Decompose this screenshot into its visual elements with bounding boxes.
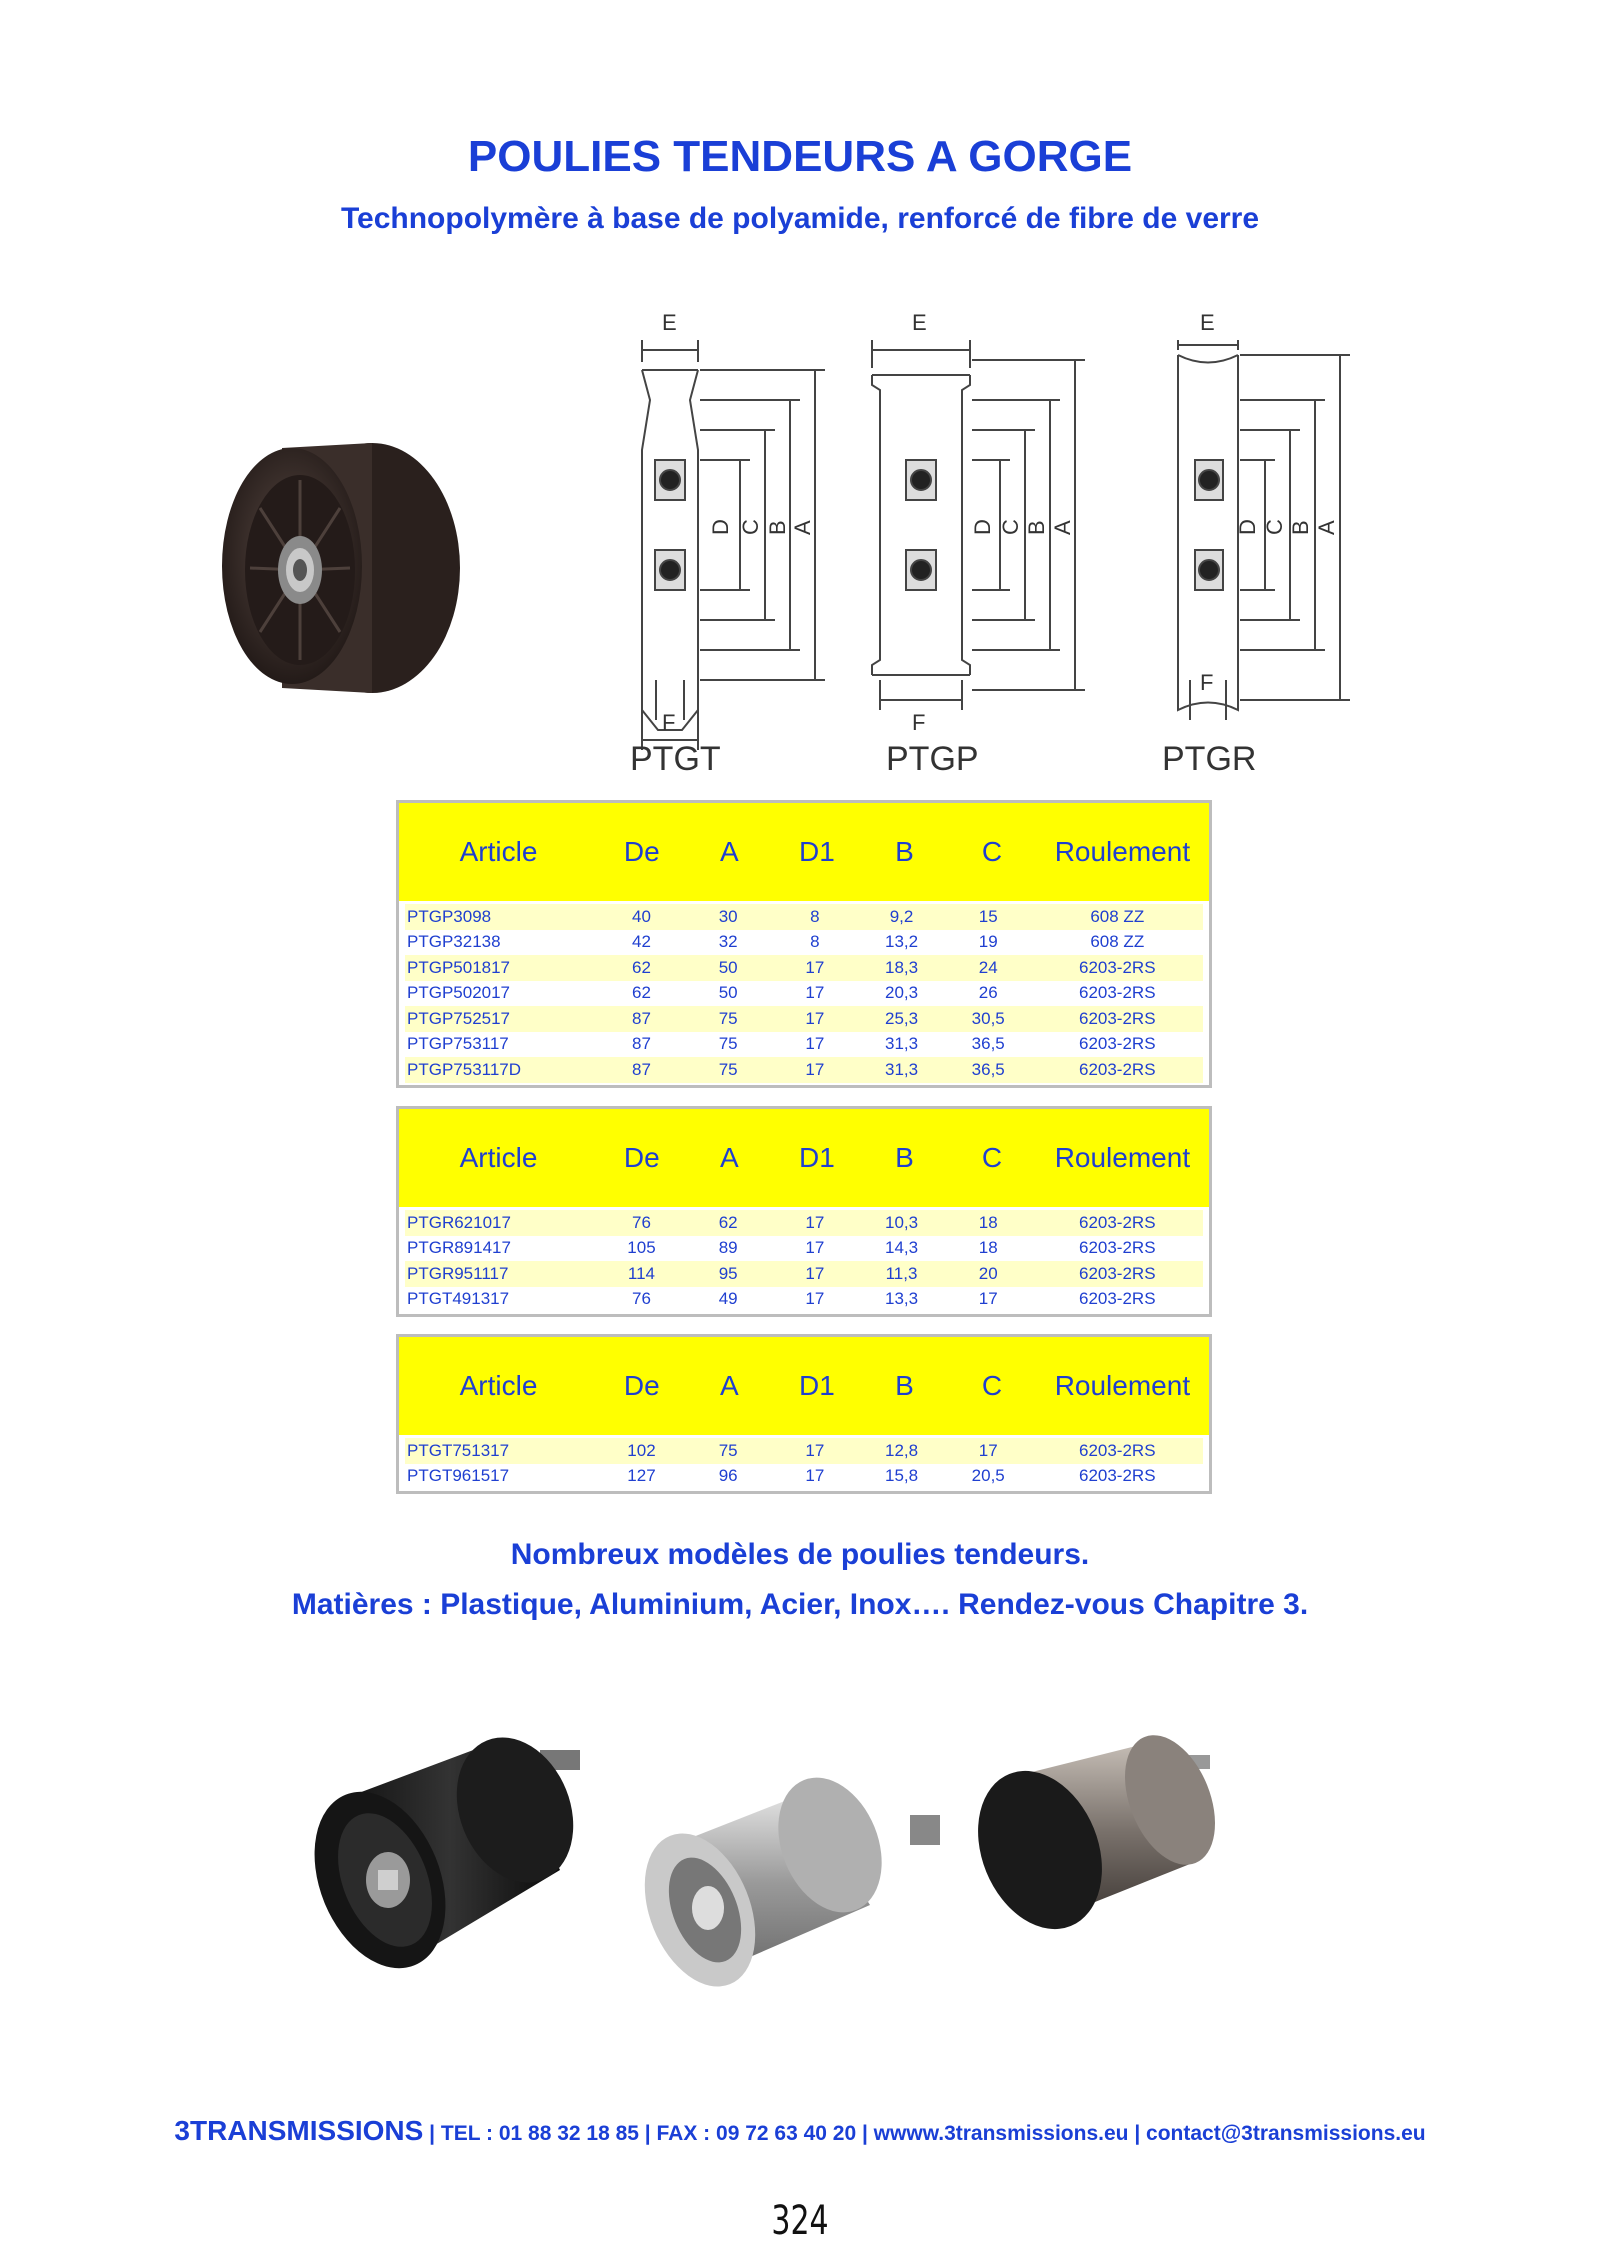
table-cell: 6203-2RS <box>1078 1034 1156 1054</box>
table-cell: 6203-2RS <box>1078 983 1156 1003</box>
table-header-row <box>399 1109 1209 1207</box>
table-cell: 6203-2RS <box>1078 1466 1156 1486</box>
dim-label-e: E <box>1200 310 1215 335</box>
table-cell: 17 <box>805 1212 825 1232</box>
roller-inox <box>956 1722 1233 1948</box>
table-cell: PTGP752517 <box>407 1008 511 1028</box>
table-row <box>405 1057 1203 1083</box>
pulley-technical-diagram <box>610 300 1390 780</box>
spec-table-2 <box>396 1106 1212 1317</box>
table-row <box>405 1438 1203 1464</box>
table-cell: PTGT491317 <box>407 1289 510 1309</box>
table-cell: 102 <box>627 1440 656 1460</box>
table-header-row <box>399 803 1209 901</box>
page-number: 324 <box>771 2198 829 2244</box>
table-cell: 114 <box>627 1263 656 1283</box>
table-body <box>399 1435 1209 1491</box>
table-cell: 6203-2RS <box>1078 1008 1156 1028</box>
dim-label-d: D <box>708 519 733 535</box>
table-cell: 24 <box>978 957 998 977</box>
col-header-roulement: Roulement <box>1054 1370 1191 1401</box>
diagram-label-ptgt: PTGT <box>630 740 721 778</box>
table-cell: 42 <box>632 932 651 952</box>
table-cell: 36,5 <box>971 1059 1005 1079</box>
col-header-c: C <box>981 1370 1003 1401</box>
table-cell: 9,2 <box>889 906 914 926</box>
table-row <box>405 955 1203 981</box>
col-header-d1: D1 <box>799 836 835 867</box>
table-row <box>405 981 1203 1007</box>
table-cell: 26 <box>978 983 998 1003</box>
dim-label-a: A <box>1314 520 1339 535</box>
dim-label-e: E <box>662 310 677 335</box>
table-row <box>405 930 1203 956</box>
table-cell: 25,3 <box>884 1008 919 1028</box>
table-cell: 75 <box>718 1440 738 1460</box>
table-cell: 608 ZZ <box>1090 906 1145 926</box>
dim-label-a: A <box>1050 520 1075 535</box>
spec-table-1 <box>396 800 1212 1088</box>
spec-table-3 <box>396 1334 1212 1494</box>
col-header-d1: D1 <box>799 1142 835 1173</box>
table-cell: 17 <box>805 1263 825 1283</box>
table-row <box>405 1261 1203 1287</box>
roller-plastic <box>300 1720 594 1988</box>
table-cell: 17 <box>978 1440 998 1460</box>
table-cell: PTGP753117D <box>407 1059 522 1079</box>
table-cell: 50 <box>718 983 738 1003</box>
diagram-label-ptgp: PTGP <box>886 740 979 778</box>
table-cell: 95 <box>718 1263 738 1283</box>
dim-label-c: C <box>998 519 1023 535</box>
table-cell: 11,3 <box>885 1263 918 1283</box>
col-header-c: C <box>981 836 1003 867</box>
dim-label-f: F <box>662 710 676 735</box>
table-cell: PTGP502017 <box>407 983 511 1003</box>
footer-contact-info: | TEL : 01 88 32 18 85 | FAX : 09 72 63 40 20 | wwww.3transmissions.eu | contact@3transmissions.eu <box>423 2122 1426 2145</box>
table-cell: 62 <box>632 983 651 1003</box>
dim-label-d: D <box>970 519 995 535</box>
table-cell: 87 <box>632 1008 651 1028</box>
diagram-label-ptgr: PTGR <box>1162 740 1257 778</box>
table-cell: 6203-2RS <box>1078 1238 1156 1258</box>
table-cell: 20 <box>978 1263 998 1283</box>
col-header-c: C <box>981 1142 1003 1173</box>
col-header-roulement: Roulement <box>1054 1142 1191 1173</box>
table-cell: 89 <box>718 1238 738 1258</box>
table-cell: 6203-2RS <box>1078 1440 1156 1460</box>
table-cell: 17 <box>805 1238 825 1258</box>
col-header-b: B <box>895 1142 914 1173</box>
dim-label-b: B <box>1024 520 1049 535</box>
dim-label-e: E <box>912 310 927 335</box>
table-cell: 18 <box>978 1212 998 1232</box>
dim-label-a: A <box>790 520 815 535</box>
table-cell: 6203-2RS <box>1078 1289 1156 1309</box>
table-cell: 127 <box>627 1466 656 1486</box>
table-cell: 76 <box>632 1289 651 1309</box>
table-cell: 17 <box>805 983 825 1003</box>
col-header-de: De <box>623 1142 660 1173</box>
table-cell: 32 <box>718 932 738 952</box>
table-cell: PTGR891417 <box>407 1238 511 1258</box>
table-cell: 17 <box>805 1034 825 1054</box>
dim-label-f: F <box>1200 670 1214 695</box>
table-cell: 17 <box>805 957 825 977</box>
table-cell: 75 <box>718 1008 738 1028</box>
note-line-1: Nombreux modèles de poulies tendeurs. <box>510 1538 1090 1571</box>
table-cell: 96 <box>718 1466 738 1486</box>
table-cell: PTGP32138 <box>407 932 501 952</box>
table-cell: PTGR951117 <box>407 1263 509 1283</box>
table-body <box>399 901 1209 1085</box>
table-cell: 12,8 <box>884 1440 919 1460</box>
table-cell: 36,5 <box>971 1034 1005 1054</box>
table-cell: 19 <box>978 932 998 952</box>
table-cell: 17 <box>805 1008 825 1028</box>
table-cell: 6203-2RS <box>1078 957 1156 977</box>
table-row <box>405 1006 1203 1032</box>
footer <box>0 2115 1600 2147</box>
table-cell: 31,3 <box>884 1059 919 1079</box>
table-cell: 10,3 <box>884 1212 919 1232</box>
table-cell: 6203-2RS <box>1078 1059 1156 1079</box>
table-cell: 17 <box>805 1289 825 1309</box>
table-header-row <box>399 1337 1209 1435</box>
table-cell: 18,3 <box>884 957 919 977</box>
page-subtitle: Technopolymère à base de polyamide, renforcé de fibre de verre <box>340 202 1260 235</box>
table-cell: PTGP3098 <box>407 906 492 926</box>
table-cell: 13,2 <box>884 932 919 952</box>
table-cell: 15,8 <box>884 1466 919 1486</box>
table-cell: 6203-2RS <box>1078 1212 1156 1232</box>
table-row <box>405 1210 1203 1236</box>
col-header-article: Article <box>459 836 538 867</box>
table-cell: 62 <box>718 1212 738 1232</box>
table-row <box>405 1032 1203 1058</box>
table-cell: 75 <box>718 1034 738 1054</box>
table-cell: 50 <box>718 957 738 977</box>
col-header-de: De <box>623 1370 660 1401</box>
col-header-de: De <box>623 836 660 867</box>
table-cell: 17 <box>978 1289 998 1309</box>
col-header-roulement: Roulement <box>1054 836 1191 867</box>
table-cell: PTGR621017 <box>407 1212 511 1232</box>
table-cell: PTGT961517 <box>407 1466 510 1486</box>
dim-label-f: F <box>912 710 926 735</box>
col-header-a: A <box>720 836 739 867</box>
dim-label-c: C <box>1262 519 1287 535</box>
table-row <box>405 1287 1203 1313</box>
table-cell: 20,3 <box>884 983 919 1003</box>
table-cell: 105 <box>627 1238 656 1258</box>
table-cell: 8 <box>810 932 820 952</box>
table-cell: 14,3 <box>884 1238 919 1258</box>
table-cell: 13,3 <box>884 1289 919 1309</box>
table-cell: 75 <box>718 1059 738 1079</box>
table-cell: 49 <box>718 1289 738 1309</box>
table-cell: 608 ZZ <box>1090 932 1145 952</box>
table-cell: PTGP501817 <box>407 957 511 977</box>
dim-label-d: D <box>1235 519 1260 535</box>
dim-label-b: B <box>1288 520 1313 535</box>
col-header-a: A <box>720 1142 739 1173</box>
table-cell: 87 <box>632 1059 651 1079</box>
note-line-2: Matières : Plastique, Aluminium, Acier, Inox…. Rendez-vous Chapitre 3. <box>291 1588 1309 1621</box>
col-header-d1: D1 <box>799 1370 835 1401</box>
table-cell: 62 <box>632 957 651 977</box>
col-header-article: Article <box>459 1370 538 1401</box>
table-cell: 17 <box>805 1440 825 1460</box>
table-cell: 8 <box>810 906 820 926</box>
page-title: POULIES TENDEURS A GORGE <box>467 132 1133 181</box>
table-cell: 87 <box>632 1034 651 1054</box>
dim-label-b: B <box>765 520 790 535</box>
table-cell: 6203-2RS <box>1078 1263 1156 1283</box>
table-cell: 40 <box>632 906 651 926</box>
col-header-b: B <box>895 1370 914 1401</box>
table-cell: 30,5 <box>971 1008 1005 1028</box>
pulley-photo <box>222 418 472 718</box>
table-cell: PTGT751317 <box>407 1440 510 1460</box>
table-row <box>405 904 1203 930</box>
roller-aluminium <box>624 1762 940 2003</box>
table-cell: 20,5 <box>971 1466 1005 1486</box>
table-row <box>405 1236 1203 1262</box>
table-cell: PTGP753117 <box>407 1034 509 1054</box>
table-cell: 17 <box>805 1466 825 1486</box>
table-cell: 15 <box>978 906 998 926</box>
table-body <box>399 1207 1209 1314</box>
table-cell: 30 <box>718 906 738 926</box>
table-cell: 31,3 <box>884 1034 919 1054</box>
footer-brand: 3TRANSMISSIONS <box>174 2115 424 2146</box>
col-header-a: A <box>720 1370 739 1401</box>
col-header-b: B <box>895 836 914 867</box>
dim-label-c: C <box>738 519 763 535</box>
table-row <box>405 1464 1203 1490</box>
table-cell: 76 <box>632 1212 651 1232</box>
table-cell: 17 <box>805 1059 825 1079</box>
roller-photos <box>300 1720 1320 2010</box>
table-cell: 18 <box>978 1238 998 1258</box>
col-header-article: Article <box>459 1142 538 1173</box>
